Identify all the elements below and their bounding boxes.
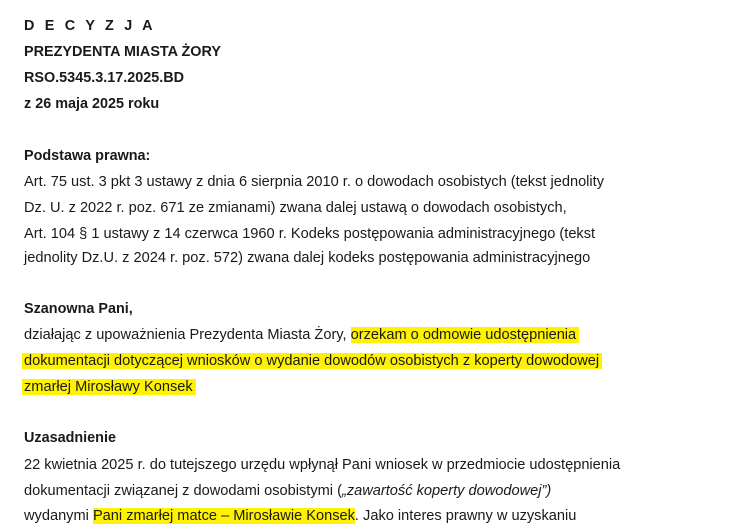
justification-line [24,481,551,501]
issuer-line: PREZYDENTA MIASTA ŻORY [24,44,221,60]
decision-line [24,325,579,345]
justification-text: dokumentacji związanej z dowodami osobistymi ( [24,483,342,499]
justification-line: 22 kwietnia 2025 r. do tutejszego urzędu wpłynął Pani wniosek w przedmiocie udostępnienia [24,457,621,473]
justification-text: wydanymi [24,508,93,524]
justification-line [24,506,576,526]
decision-line [24,351,602,371]
reference-number: RSO.5345.3.17.2025.BD [24,70,184,86]
highlighted-text: Pani zmarłej matce – Mirosławie Konsek [92,508,355,524]
salutation: Szanowna Pani, [24,301,133,317]
legal-basis-line: Art. 75 ust. 3 pkt 3 ustawy z dnia 6 sierpnia 2010 r. o dowodach osobistych (tekst jednolity [24,174,605,190]
decision-line [24,377,196,397]
legal-basis-heading: Podstawa prawna: [24,148,151,164]
justification-heading: Uzasadnienie [24,430,116,446]
document-title: D E C Y Z J A [24,18,156,34]
highlighted-text: dokumentacji dotyczącej wniosków o wydanie dowodów osobistych z koperty dowodowej [22,353,602,369]
highlighted-text: zmarłej Mirosławy Konsek [22,379,196,395]
legal-basis-line: jednolity Dz.U. z 2024 r. poz. 572) zwana dalej kodeks postępowania administracyjnego [24,250,591,266]
legal-basis-line: Dz. U. z 2022 r. poz. 671 ze zmianami) zwana dalej ustawą o dowodach osobistych, [24,200,567,216]
legal-basis-line: Art. 104 § 1 ustawy z 14 czerwca 1960 r. Kodeks postępowania administracyjnego (tekst [24,226,596,242]
justification-text: . Jako interes prawny w uzyskaniu [354,508,577,524]
quoted-text: „zawartość koperty dowodowej”) [341,483,552,499]
decision-date: z 26 maja 2025 roku [24,96,160,112]
decision-text: działając z upoważnienia Prezydenta Miasta Żory, [24,327,351,343]
highlighted-text: orzekam o odmowie udostępnienia [351,327,580,343]
